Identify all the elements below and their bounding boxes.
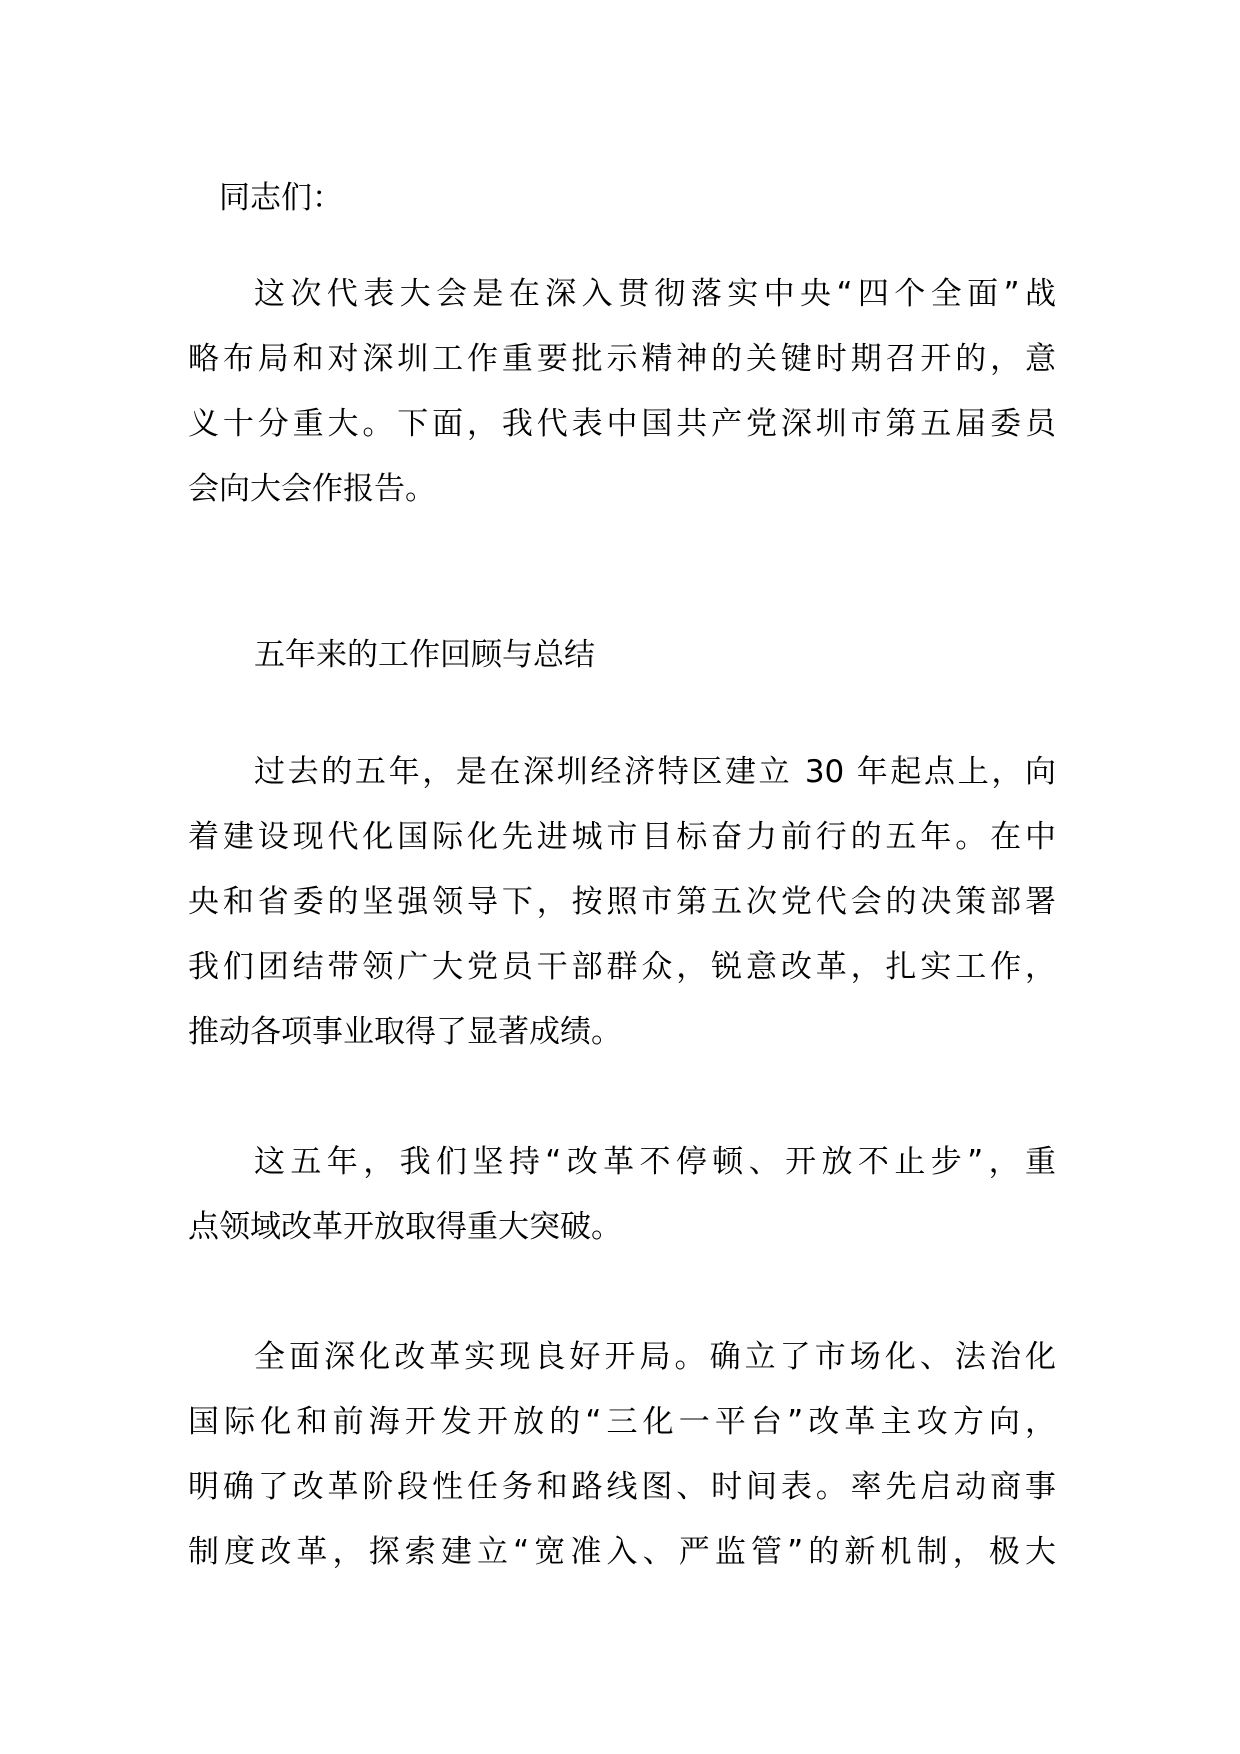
paragraph-line: 这次代表大会是在深入贯彻落实中央“四个全面”战: [254, 276, 1056, 312]
paragraph-line: 这五年，我们坚持“改革不停顿、开放不止步”，重: [254, 1144, 1056, 1180]
deepening-reform-paragraph: [188, 1325, 1056, 1585]
paragraph-line: 我们团结带领广大党员干部群众，锐意改革，扎实工作，: [188, 949, 1056, 985]
paragraph-line: 会向大会作报告。: [188, 471, 436, 507]
paragraph-line: 过去的五年，是在深圳经济特区建立 30 年起点上，向: [254, 754, 1056, 790]
paragraph-line: 义十分重大。下面，我代表中国共产党深圳市第五届委员: [188, 406, 1056, 442]
paragraph-line: 央和省委的坚强领导下，按照市第五次党代会的决策部署: [188, 884, 1056, 920]
paragraph-line: 明确了改革阶段性任务和路线图、时间表。率先启动商事: [188, 1469, 1056, 1505]
paragraph-line: 全面深化改革实现良好开局。确立了市场化、法治化: [254, 1339, 1056, 1375]
paragraph-line: 国际化和前海开发开放的“三化一平台”改革主攻方向，: [188, 1404, 1056, 1440]
paragraph-line: 着建设现代化国际化先进城市目标奋力前行的五年。在中: [188, 819, 1056, 855]
paragraph-line: 推动各项事业取得了显著成绩。: [188, 1014, 622, 1050]
salutation: 同志们：: [219, 180, 343, 216]
paragraph-line: 制度改革，探索建立“宽准入、严监管”的新机制，极大: [188, 1534, 1056, 1570]
review-paragraph: [188, 740, 1056, 1065]
section-heading: 五年来的工作回顾与总结: [254, 637, 595, 673]
paragraph-line: 略布局和对深圳工作重要批示精神的关键时期召开的，意: [188, 341, 1056, 377]
reform-opening-paragraph: [188, 1130, 1056, 1260]
opening-paragraph: [188, 262, 1056, 522]
paragraph-line: 点领域改革开放取得重大突破。: [188, 1209, 622, 1245]
